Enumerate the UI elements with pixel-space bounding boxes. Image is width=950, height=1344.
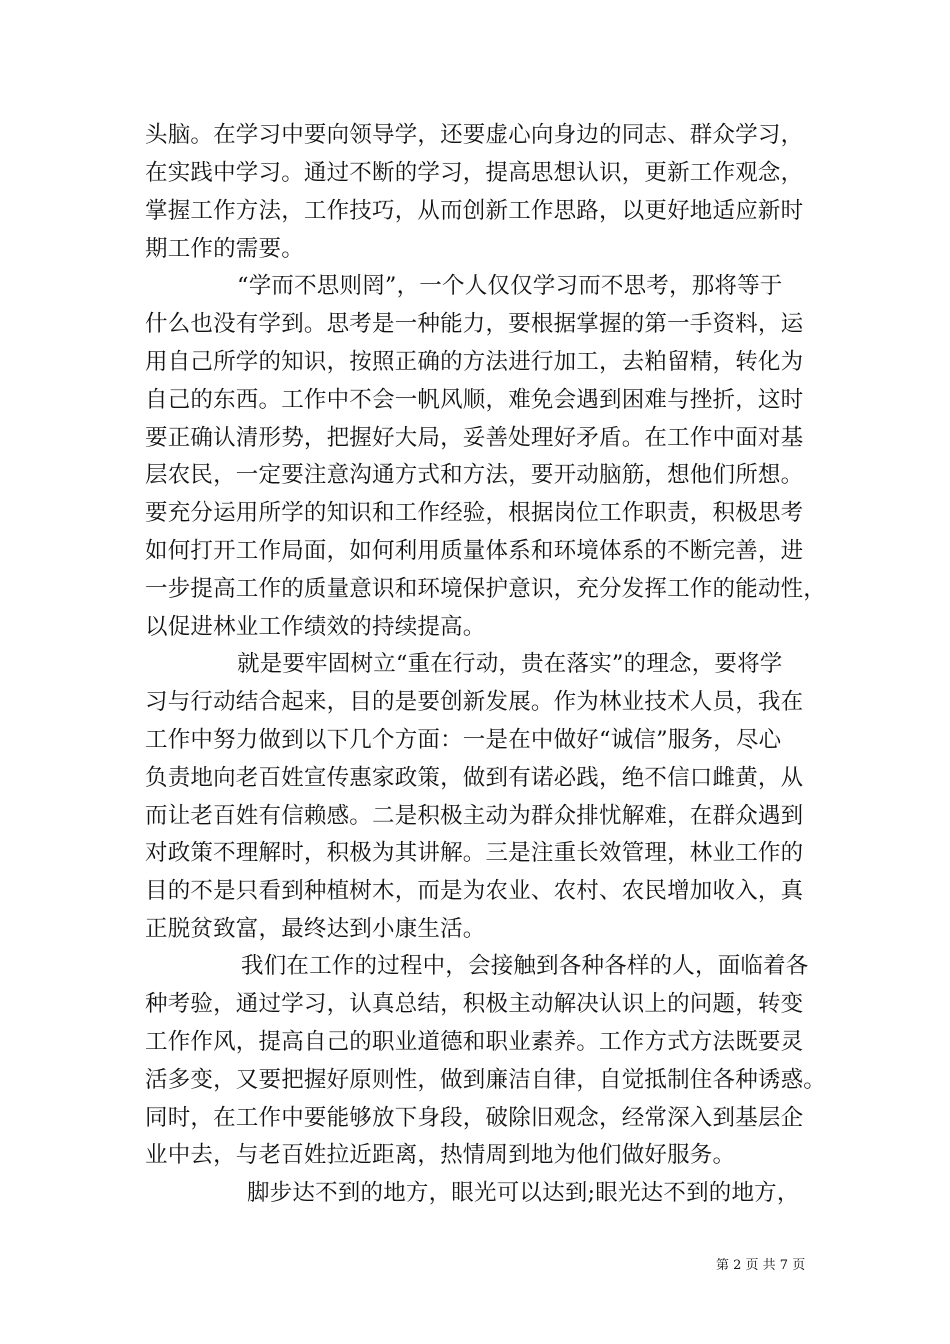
paragraph-line: 就是要牢固树立“重在行动，贵在落实”的理念，要将学 bbox=[237, 651, 783, 677]
paragraph-line: 如何打开工作局面，如何利用质量体系和环境体系的不断完善，进 bbox=[145, 538, 804, 564]
paragraph-line: 同时，在工作中要能够放下身段，破除旧观念，经常深入到基层企 bbox=[145, 1105, 804, 1131]
paragraph-line: 一步提高工作的质量意识和环境保护意识，充分发挥工作的能动性， bbox=[145, 576, 827, 602]
paragraph-line: 我们在工作的过程中，会接触到各种各样的人，面临着各 bbox=[241, 953, 809, 979]
paragraph-line: 工作作风，提高自己的职业道德和职业素养。工作方式方法既要灵 bbox=[145, 1029, 804, 1055]
paragraph-line: 负责地向老百姓宣传惠家政策，做到有诺必践，绝不信口雌黄，从 bbox=[145, 765, 804, 791]
paragraph-line: 什么也没有学到。思考是一种能力，要根据掌握的第一手资料，运 bbox=[145, 311, 804, 337]
paragraph-line: 头脑。在学习中要向领导学，还要虚心向身边的同志、群众学习， bbox=[145, 122, 804, 148]
paragraph-line: 对政策不理解时，积极为其讲解。三是注重长效管理，林业工作的 bbox=[145, 840, 804, 866]
paragraph-line: 而让老百姓有信赖感。二是积极主动为群众排忧解难，在群众遇到 bbox=[145, 803, 804, 829]
paragraph-line: 习与行动结合起来，目的是要创新发展。作为林业技术人员，我在 bbox=[145, 689, 804, 715]
paragraph-line: 业中去，与老百姓拉近距离，热情周到地为他们做好服务。 bbox=[145, 1142, 736, 1168]
paragraph-line: 以促进林业工作绩效的持续提高。 bbox=[145, 614, 486, 640]
paragraph-line: 在实践中学习。通过不断的学习，提高思想认识，更新工作观念， bbox=[145, 160, 804, 186]
paragraph-line: 正脱贫致富，最终达到小康生活。 bbox=[145, 916, 486, 942]
paragraph-line: 层农民，一定要注意沟通方式和方法，要开动脑筋，想他们所想。 bbox=[145, 462, 804, 488]
paragraph-line: 自己的东西。工作中不会一帆风顺，难免会遇到困难与挫折，这时 bbox=[145, 387, 804, 413]
paragraph-line: 期工作的需要。 bbox=[145, 236, 304, 262]
paragraph-line: 种考验，通过学习，认真总结，积极主动解决认识上的问题，转变 bbox=[145, 991, 804, 1017]
paragraph-line: 脚步达不到的地方，眼光可以达到;眼光达不到的地方， bbox=[247, 1180, 800, 1206]
paragraph-line: 工作中努力做到以下几个方面：一是在中做好“诚信”服务，尽心 bbox=[145, 727, 782, 753]
page-number-footer: 第 2 页 共 7 页 bbox=[716, 1258, 806, 1273]
paragraph-line: 掌握工作方法，工作技巧，从而创新工作思路，以更好地适应新时 bbox=[145, 198, 804, 224]
paragraph-line: 目的不是只看到种植树木，而是为农业、农村、农民增加收入，真 bbox=[145, 878, 804, 904]
paragraph-line: 要充分运用所学的知识和工作经验，根据岗位工作职责，积极思考 bbox=[145, 500, 804, 526]
paragraph-line: 活多变，又要把握好原则性，做到廉洁自律，自觉抵制住各种诱惑。 bbox=[145, 1067, 827, 1093]
paragraph-line: 用自己所学的知识，按照正确的方法进行加工，去粕留精，转化为 bbox=[145, 349, 804, 375]
paragraph-line: “学而不思则罔”，一个人仅仅学习而不思考，那将等于 bbox=[237, 273, 783, 299]
paragraph-line: 要正确认清形势，把握好大局，妥善处理好矛盾。在工作中面对基 bbox=[145, 425, 804, 451]
